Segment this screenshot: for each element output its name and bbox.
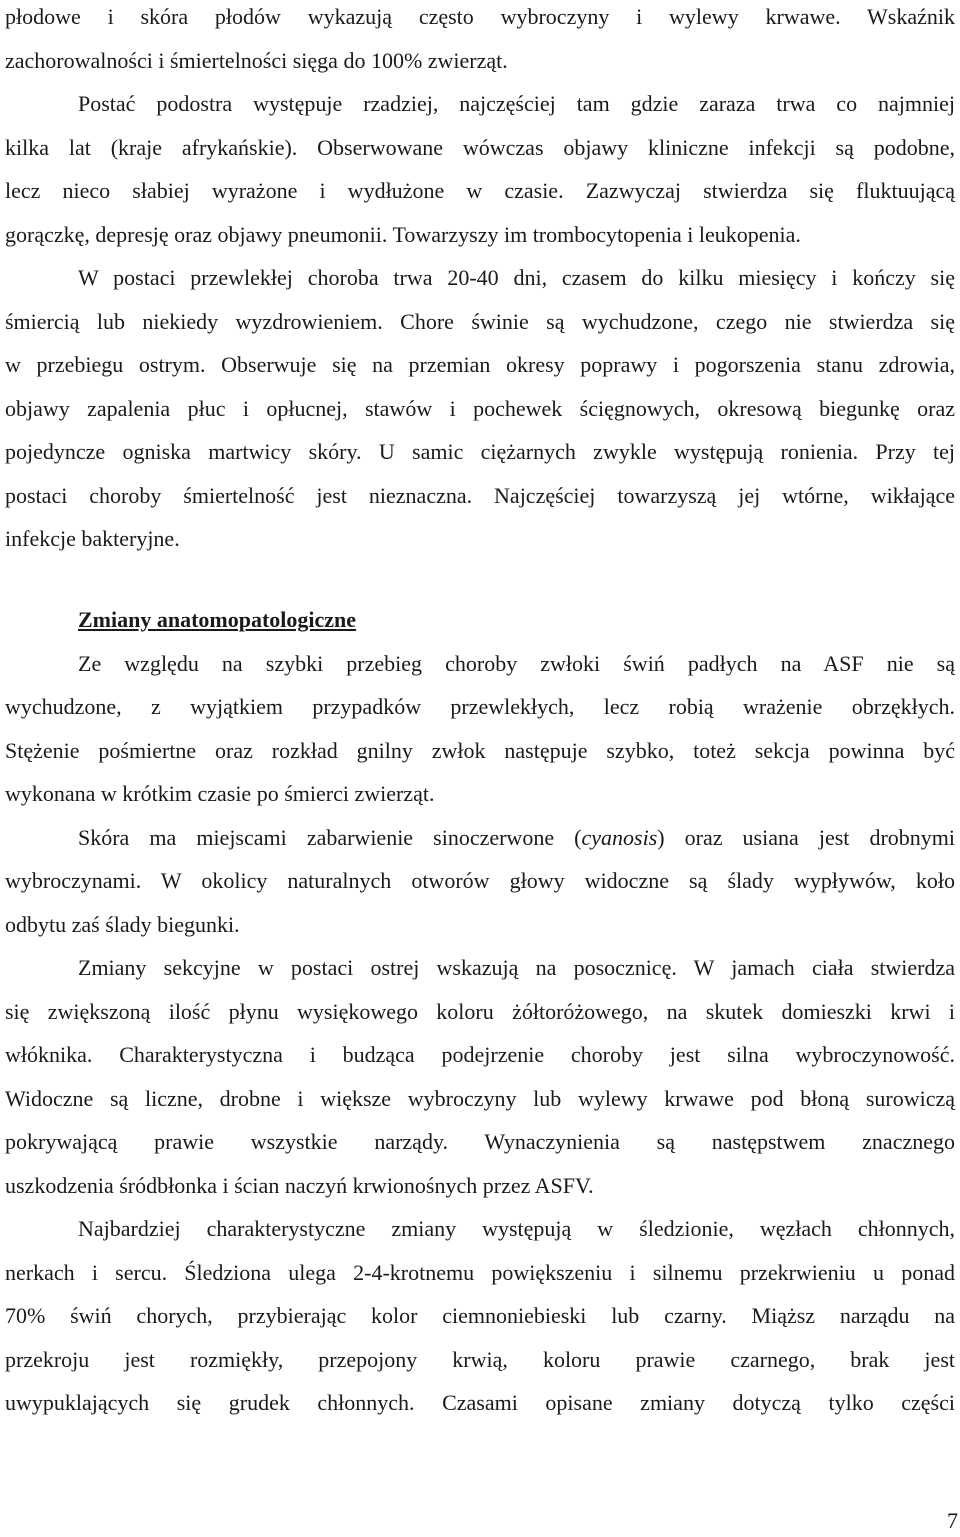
text-line: uszkodzenia śródbłonka i ścian naczyń krwionośnych przez ASFV. <box>5 1172 594 1198</box>
text-line <box>5 816 955 860</box>
text-line: postaci choroby śmiertelność jest nieznaczna. Najczęściej towarzyszą jej wtórne, wikłające <box>5 482 955 508</box>
text-line: śmiercią lub niekiedy wyzdrowieniem. Chore świnie są wychudzone, czego nie stwierdza się <box>5 308 955 334</box>
text-line: Ze względu na szybki przebieg choroby zwłoki świń padłych na ASF nie są <box>78 650 955 676</box>
text-line: wychudzone, z wyjątkiem przypadków przewlekłych, lecz robią wrażenie obrzękłych. <box>5 694 955 719</box>
text-line: objawy zapalenia płuc i opłucnej, stawów i pochewek ścięgnowych, okresową biegunkę oraz <box>5 395 955 421</box>
text-line: pokrywającą prawie wszystkie narządy. Wynaczynienia są następstwem znacznego <box>5 1129 955 1154</box>
text-line: Najbardziej charakterystyczne zmiany występują w śledzionie, węzłach chłonnych, <box>78 1216 955 1241</box>
text-line: w przebiegu ostrym. Obserwuje się na przemian okresy poprawy i pogorszenia stanu zdrowia, <box>5 352 955 377</box>
text-line: gorączkę, depresję oraz objawy pneumonii. Towarzyszy im trombocytopenia i leukopenia. <box>5 221 801 247</box>
text-line: Postać podostra występuje rzadziej, najczęściej tam gdzie zaraza trwa co najmniej <box>78 91 955 116</box>
text-line: uwypuklających się grudek chłonnych. Czasami opisane zmiany dotyczą tylko części <box>5 1390 955 1415</box>
text-line: lecz nieco słabiej wyrażone i wydłużone w czasie. Zazwyczaj stwierdza się fluktuującą <box>5 178 955 203</box>
text-line: 70% świń chorych, przybierając kolor ciemnoniebieski lub czarny. Miąższ narządu na <box>5 1303 955 1328</box>
text-run: Skóra ma miejscami zabarwienie sinoczerwone ( <box>78 824 582 850</box>
text-line: włóknika. Charakterystyczna i budząca podejrzenie choroby jest silna wybroczynowość. <box>5 1042 955 1067</box>
text-line: płodowe i skóra płodów wykazują często wybroczyny i wylewy krwawe. Wskaźnik <box>5 4 955 29</box>
text-line: nerkach i sercu. Śledziona ulega 2-4-krotnemu powiększeniu i silnemu przekrwieniu u ponad <box>5 1259 955 1285</box>
text-line: W postaci przewlekłej choroba trwa 20-40 dni, czasem do kilku miesięcy i kończy się <box>78 265 955 290</box>
latin-term: cyanosis <box>581 824 658 850</box>
text-line: odbytu zaś ślady biegunki. <box>5 911 240 937</box>
text-line: wykonana w krótkim czasie po śmierci zwierząt. <box>5 781 435 806</box>
text-line: przekroju jest rozmiękły, przepojony krwią, koloru prawie czarnego, brak jest <box>5 1346 955 1372</box>
text-line: infekcje bakteryjne. <box>5 526 180 551</box>
text-line: Stężenie pośmiertne oraz rozkład gnilny zwłok następuje szybko, toteż sekcja powinna być <box>5 737 955 763</box>
text-line: kilka lat (kraje afrykańskie). Obserwowane wówczas objawy kliniczne infekcji są podobne, <box>5 134 955 160</box>
text-line: Widoczne są liczne, drobne i większe wybroczyny lub wylewy krwawe pod błoną surowiczą <box>5 1085 955 1111</box>
text-line: zachorowalności i śmiertelności sięga do 100% zwierząt. <box>5 47 508 73</box>
section-heading: Zmiany anatomopatologiczne <box>78 607 357 632</box>
text-line: Zmiany sekcyjne w postaci ostrej wskazują na posocznicę. W jamach ciała stwierdza <box>78 955 955 980</box>
page-number: 7 <box>947 1508 958 1533</box>
text-line: się zwiększoną ilość płynu wysiękowego koloru żółtoróżowego, na skutek domieszki krwi i <box>5 998 955 1024</box>
text-line: pojedyncze ogniska martwicy skóry. U samic ciężarnych zwykle występują ronienia. Przy tej <box>5 439 955 464</box>
text-line: wybroczynami. W okolicy naturalnych otworów głowy widoczne są ślady wypływów, koło <box>5 868 955 893</box>
text-run: ) oraz usiana jest drobnymi <box>657 824 955 850</box>
